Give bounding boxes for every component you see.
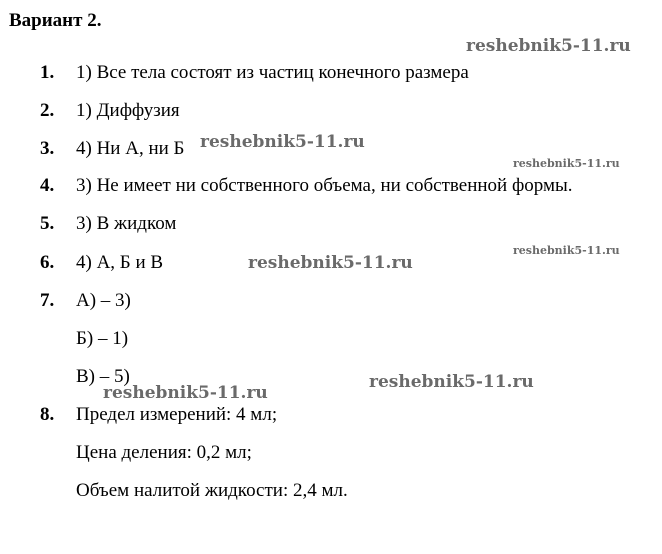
answer-text: А) – 3) [76, 290, 131, 311]
watermark: reshebnik5-11.ru [369, 372, 534, 392]
answer-text: 3) Не имеет ни собственного объема, ни собственной формы. [76, 175, 573, 196]
page-title: Вариант 2. [9, 10, 102, 31]
answer-number: 5. [40, 213, 55, 234]
answer-number: 6. [40, 252, 55, 273]
answer-text: Цена деления: 0,2 мл; [76, 442, 252, 463]
answer-text: В) – 5) [76, 366, 130, 387]
answer-text: 1) Диффузия [76, 100, 180, 121]
answer-text: 4) Ни А, ни Б [76, 138, 185, 159]
watermark: reshebnik5-11.ru [200, 132, 365, 152]
answer-text: 3) В жидком [76, 213, 177, 234]
watermark: reshebnik5-11.ru [513, 157, 620, 170]
answer-number: 2. [40, 100, 55, 121]
answer-text: 4) А, Б и В [76, 252, 164, 273]
answer-text: Объем налитой жидкости: 2,4 мл. [76, 480, 348, 501]
answer-text: Предел измерений: 4 мл; [76, 404, 278, 425]
answer-number: 8. [40, 404, 55, 425]
answer-text: Б) – 1) [76, 328, 129, 349]
answer-number: 4. [40, 175, 55, 196]
watermark: reshebnik5-11.ru [513, 244, 620, 257]
watermark: reshebnik5-11.ru [466, 36, 631, 56]
answer-text: 1) Все тела состоят из частиц конечного размера [76, 62, 469, 83]
answer-number: 1. [40, 62, 55, 83]
watermark: reshebnik5-11.ru [103, 383, 268, 403]
answer-number: 3. [40, 138, 55, 159]
answer-number: 7. [40, 290, 55, 311]
watermark: reshebnik5-11.ru [248, 253, 413, 273]
